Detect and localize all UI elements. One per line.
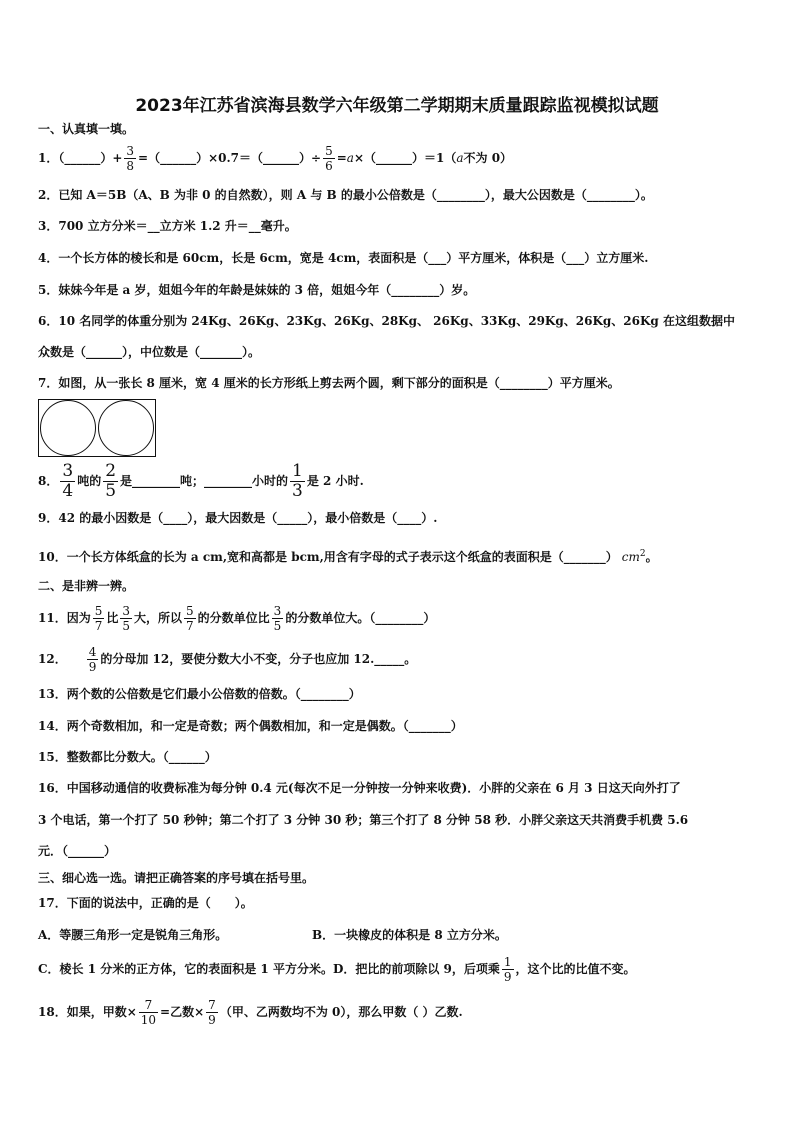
question-8 (38, 462, 364, 501)
question-7: 7．如图，从一张长 8 厘米，宽 4 厘米的长方形纸上剪去两个圆，剩下部分的面积是（________）平方厘米。 (38, 376, 620, 390)
question-16-line-1: 16．中国移动通信的收费标准为每分钟 0.4 元(每次不足一分钟按一分钟来收费)．小胖的父亲在 6 月 3 日这天向外打了 (38, 781, 681, 795)
fraction (272, 604, 284, 633)
denominator: 7 (186, 619, 194, 633)
numerator: 7 (208, 998, 216, 1012)
numerator: 5 (325, 144, 333, 158)
question-17-option-b: B．一块橡皮的体积是 8 立方分米。 (312, 928, 507, 942)
numerator: 2 (105, 461, 117, 481)
denominator: 5 (105, 481, 117, 501)
fraction (120, 604, 132, 633)
question-1 (38, 144, 512, 173)
q18-text: =乙数× (160, 1005, 205, 1019)
denominator: 9 (208, 1013, 216, 1027)
q8-text: 是 2 小时. (306, 474, 364, 488)
numerator: 1 (292, 461, 303, 481)
question-15: 15．整数都比分数大。（______） (38, 750, 217, 764)
circle-shape (40, 400, 96, 456)
denominator: 5 (273, 619, 282, 633)
fraction (60, 462, 75, 501)
question-13: 13．两个数的公倍数是它们最小公倍数的倍数。（________） (38, 687, 361, 701)
numerator: 5 (186, 604, 194, 618)
denominator: 10 (140, 1013, 157, 1027)
numerator: 3 (126, 144, 135, 158)
fraction (323, 144, 335, 173)
fraction (124, 144, 136, 173)
q1-text: 不为 0） (463, 151, 513, 165)
denominator: 8 (126, 159, 135, 173)
fraction (87, 645, 99, 674)
question-17-stem: 17．下面的说法中，正确的是（ ）。 (38, 896, 253, 910)
q8-text: 是________吨；________小时的 (120, 474, 289, 488)
question-18 (38, 998, 463, 1027)
question-17-options-c-d (38, 955, 636, 984)
denominator: 9 (503, 970, 512, 984)
q8-text: 8． (38, 474, 59, 488)
q10-text: 。 (645, 550, 658, 564)
question-16-line-2: 3 个电话，第一个打了 50 秒钟；第二个打了 3 分钟 30 秒；第三个打了 8 分钟 58 秒．小胖父亲这天共消费手机费 5.6 (38, 813, 689, 827)
q11-text: 比 (106, 611, 119, 625)
fraction (103, 462, 118, 501)
section-heading: 二、是非辨一辨。 (38, 579, 135, 593)
variable: a (456, 151, 464, 165)
question-6-line-2: 众数是（______），中位数是（_______）。 (38, 345, 261, 359)
question-6-line-1: 6．10 名同学的体重分别为 24Kg、26Kg、23Kg、26Kg、28Kg、 26Kg、33Kg、29Kg、26Kg、26Kg 在这组数据中 (38, 314, 735, 328)
q1-text: 1．（______）+ (38, 151, 123, 165)
numerator: 3 (62, 461, 74, 481)
numerator: 7 (139, 998, 158, 1013)
question-5: 5．妹妹今年是 a 岁，姐姐今年的年龄是妹妹的 3 倍，姐姐今年（________）岁。 (38, 283, 476, 297)
fraction (93, 604, 105, 633)
q11-text: 的分数单位比 (197, 611, 270, 625)
numerator: 4 (88, 645, 97, 659)
fraction (206, 998, 218, 1027)
q1-text: = (336, 151, 347, 165)
unit: cm (621, 550, 640, 564)
question-12 (38, 645, 416, 674)
page-title: 2023年江苏省滨海县数学六年级第二学期期末质量跟踪监视模拟试题 (135, 96, 659, 116)
q11-text: 大，所以 (134, 611, 183, 625)
q8-text: 吨的 (77, 474, 102, 488)
q17-text: C．棱长 1 分米的正方体，它的表面积是 1 平方分米。D．把比的前项除以 9，后项乘 (38, 962, 500, 976)
question-3: 3．700 立方分米＝__立方米 1.2 升＝__毫升。 (38, 219, 297, 233)
numerator: 5 (94, 604, 103, 618)
q10-text: 10．一个长方体纸盒的长为 a cm,宽和高都是 bcm,用含有字母的式子表示这个纸盒的表面积是（_______） (38, 550, 618, 564)
question-16-line-3: 元．（______） (38, 844, 117, 858)
q1-text: ×（______）＝1（ (353, 151, 457, 165)
denominator: 4 (62, 481, 74, 501)
rectangle-with-two-circles-figure (38, 399, 156, 457)
question-14: 14．两个奇数相加，和一定是奇数；两个偶数相加，和一定是偶数。（_______） (38, 719, 463, 733)
fraction (502, 955, 514, 984)
question-11 (38, 604, 435, 633)
denominator: 5 (122, 619, 130, 633)
fraction (139, 998, 158, 1027)
denominator: 3 (292, 481, 303, 501)
unit-exponent: 2 (639, 549, 646, 559)
variable: a (346, 151, 354, 165)
q18-text: 18．如果，甲数× (38, 1005, 137, 1019)
q11-text: 11．因为 (38, 611, 91, 625)
question-4: 4．一个长方体的棱长和是 60cm，长是 6cm，宽是 4cm，表面积是（___）平方厘米，体积是（___）立方厘米. (38, 251, 649, 265)
fraction (290, 462, 305, 501)
q11-text: 的分数单位大。（________） (285, 611, 436, 625)
q12-text: 12． (38, 652, 67, 666)
numerator: 3 (122, 604, 130, 618)
question-10 (38, 546, 658, 565)
section-heading: 三、细心选一选。请把正确答案的序号填在括号里。 (38, 871, 315, 885)
numerator: 3 (273, 604, 282, 618)
q17-text: ，这个比的比值不变。 (515, 962, 636, 976)
fraction (184, 604, 196, 633)
denominator: 7 (94, 619, 103, 633)
q1-text: =（______）×0.7＝（______）÷ (138, 151, 322, 165)
q12-text: 的分母加 12，要使分数大小不变，分子也应加 12._____。 (100, 652, 417, 666)
q18-text: （甲、乙两数均不为 0），那么甲数（ ）乙数. (219, 1005, 463, 1019)
denominator: 9 (88, 660, 97, 674)
denominator: 6 (325, 159, 333, 173)
question-17-option-a: A．等腰三角形一定是锐角三角形。 (38, 928, 228, 942)
numerator: 1 (503, 955, 512, 969)
section-heading: 一、认真填一填。 (38, 122, 135, 136)
circle-shape (98, 400, 154, 456)
question-2: 2．已知 A＝5B（A、B 为非 0 的自然数），则 A 与 B 的最小公倍数是（________），最大公因数是（________）。 (38, 188, 653, 202)
question-9: 9．42 的最小因数是（____），最大因数是（_____），最小倍数是（____）. (38, 511, 438, 525)
